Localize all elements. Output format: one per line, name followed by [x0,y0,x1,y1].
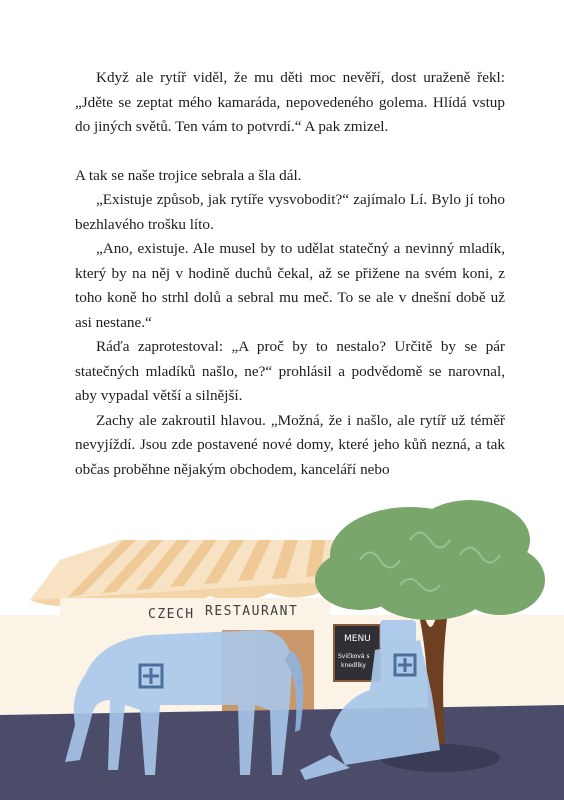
menu-line-1: Svíčková s [338,653,370,660]
awning [30,540,350,606]
paragraph-1: Když ale rytíř viděl, že mu děti moc nevěří, dost uraženě řekl: „Jděte se zeptat mého kamaráda, nepovedeného golema. Hlídá vstup do jiných světů. Ten vám to potvrdí.“ A pak zmizel. [75,69,505,135]
paragraph-4: „Ano, existuje. Ale musel by to udělat statečný a nevinný mladík, který by na něj v hodině duchů čekal, až se přižene na svém koni, z toho koně ho strhl dolů a sebral mu meč. To se ale v dnešní době už asi nestane.“ [75,240,505,331]
story-text [75,66,505,482]
paragraph-2: A tak se naše trojice sebrala a šla dál. [75,166,302,184]
menu-title: MENU [344,634,371,644]
ghost-knight-illustration [0,500,564,800]
menu-line-2: knedlíky [341,662,366,669]
tree-foliage [315,500,545,620]
sign-word-czech: CZECH [148,607,195,622]
paragraph-6: Zachy ale zakroutil hlavou. „Možná, že i našlo, ale rytíř už téměř nevyjíždí. Jsou zde postavené nové domy, které jeho kůň nezná, a tak občas proběhne nějakým obchodem, kanceláří nebo [75,411,505,478]
sign-word-restaurant: RESTAURANT [205,604,299,619]
paragraph-3: „Existuje způsob, jak rytíře vysvobodit?“ zajímalo Lí. Bylo jí toho bezhlavého trošku líto. [75,191,505,233]
paragraph-5: Ráďa zaprotestoval: „A proč by to nestalo? Určitě by se pár statečných mladíků našlo, ne?“ prohlásil a podvědomě se narovnal, aby vypadal větší a silnější. [75,338,505,404]
